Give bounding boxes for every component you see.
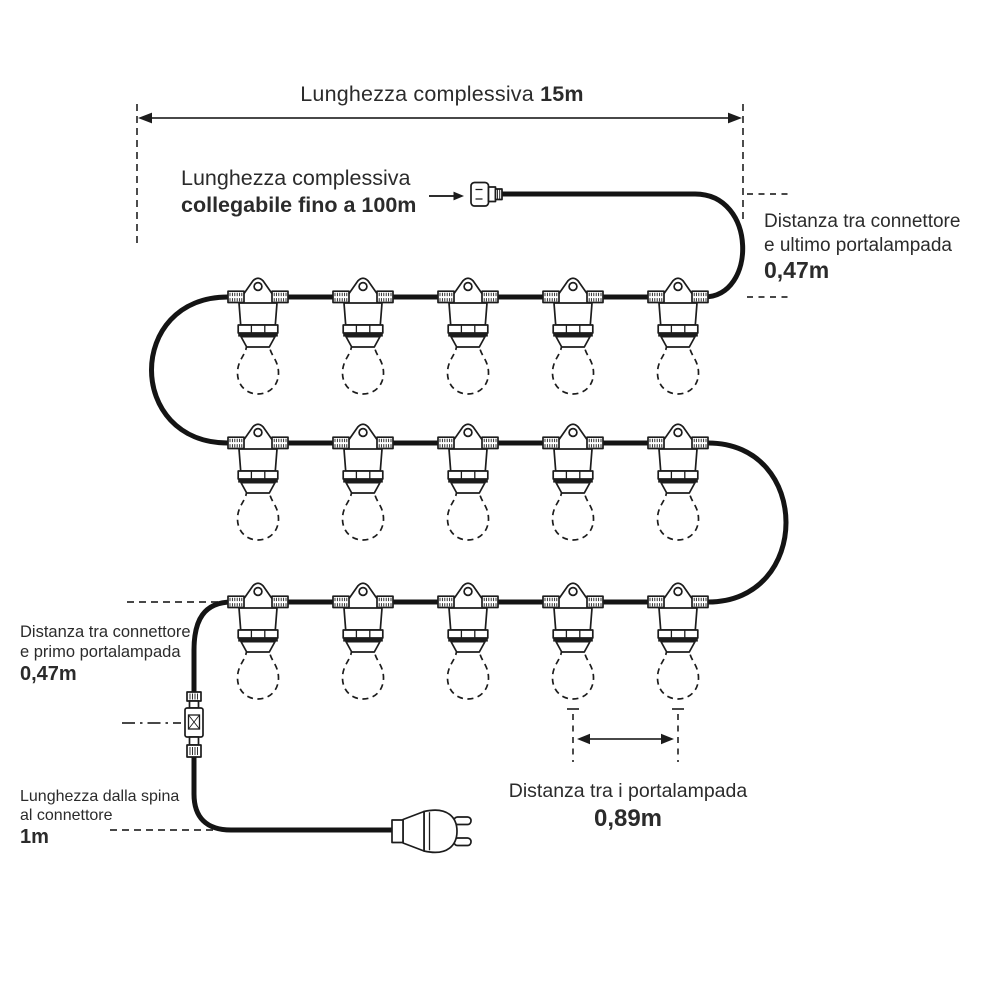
- lamp-socket: [648, 278, 708, 394]
- lamp-socket: [543, 583, 603, 699]
- socket-spacing-line1: Distanza tra i portalampada: [508, 780, 748, 802]
- inline-connector-icon: [185, 692, 203, 757]
- connectable-length-label: [181, 165, 416, 219]
- arrowhead-right: [728, 113, 742, 124]
- lamp-socket: [333, 424, 393, 540]
- last-socket-line2: e ultimo portalampada: [764, 234, 952, 256]
- schuko-plug-icon: [392, 810, 471, 852]
- connectable-line2: collegabile fino a 100m: [181, 193, 417, 217]
- total-length-value: 15m: [540, 82, 584, 106]
- lamp-socket: [438, 583, 498, 699]
- lamp-socket: [333, 583, 393, 699]
- lamp-socket: [438, 424, 498, 540]
- pointer-arrow: [429, 192, 464, 201]
- arrowhead-left: [138, 113, 152, 124]
- last-socket-line1: Distanza tra connettore: [764, 211, 961, 232]
- first-socket-label: [20, 623, 191, 685]
- total-length-label: [140, 82, 744, 107]
- connectable-line1: Lunghezza complessiva: [181, 166, 411, 190]
- total-length-text: Lunghezza complessiva: [300, 82, 534, 106]
- lamp-socket: [228, 278, 288, 394]
- lamp-socket: [648, 583, 708, 699]
- socket-spacing-dimension: [567, 709, 684, 762]
- lamp-socket: [228, 424, 288, 540]
- plug-length-line1: Lunghezza dalla spina: [20, 788, 180, 805]
- plug-length-line2: al connettore: [20, 807, 113, 824]
- lamp-socket: [333, 278, 393, 394]
- first-socket-value: 0,47m: [20, 663, 77, 685]
- last-socket-value: 0,47m: [764, 257, 830, 283]
- lamp-socket: [543, 278, 603, 394]
- plug-length-value: 1m: [20, 826, 49, 848]
- lamp-socket: [543, 424, 603, 540]
- extension-connector-icon: [471, 183, 502, 207]
- first-socket-line1: Distanza tra connettore: [20, 623, 191, 641]
- socket-spacing-value: 0,89m: [593, 805, 663, 832]
- plug-length-label: [20, 787, 179, 847]
- lamp-socket: [228, 583, 288, 699]
- socket-spacing-label: [480, 780, 776, 833]
- last-socket-label: [764, 210, 960, 283]
- lamp-socket: [648, 424, 708, 540]
- lamp-socket: [438, 278, 498, 394]
- first-socket-line2: e primo portalampada: [20, 642, 181, 661]
